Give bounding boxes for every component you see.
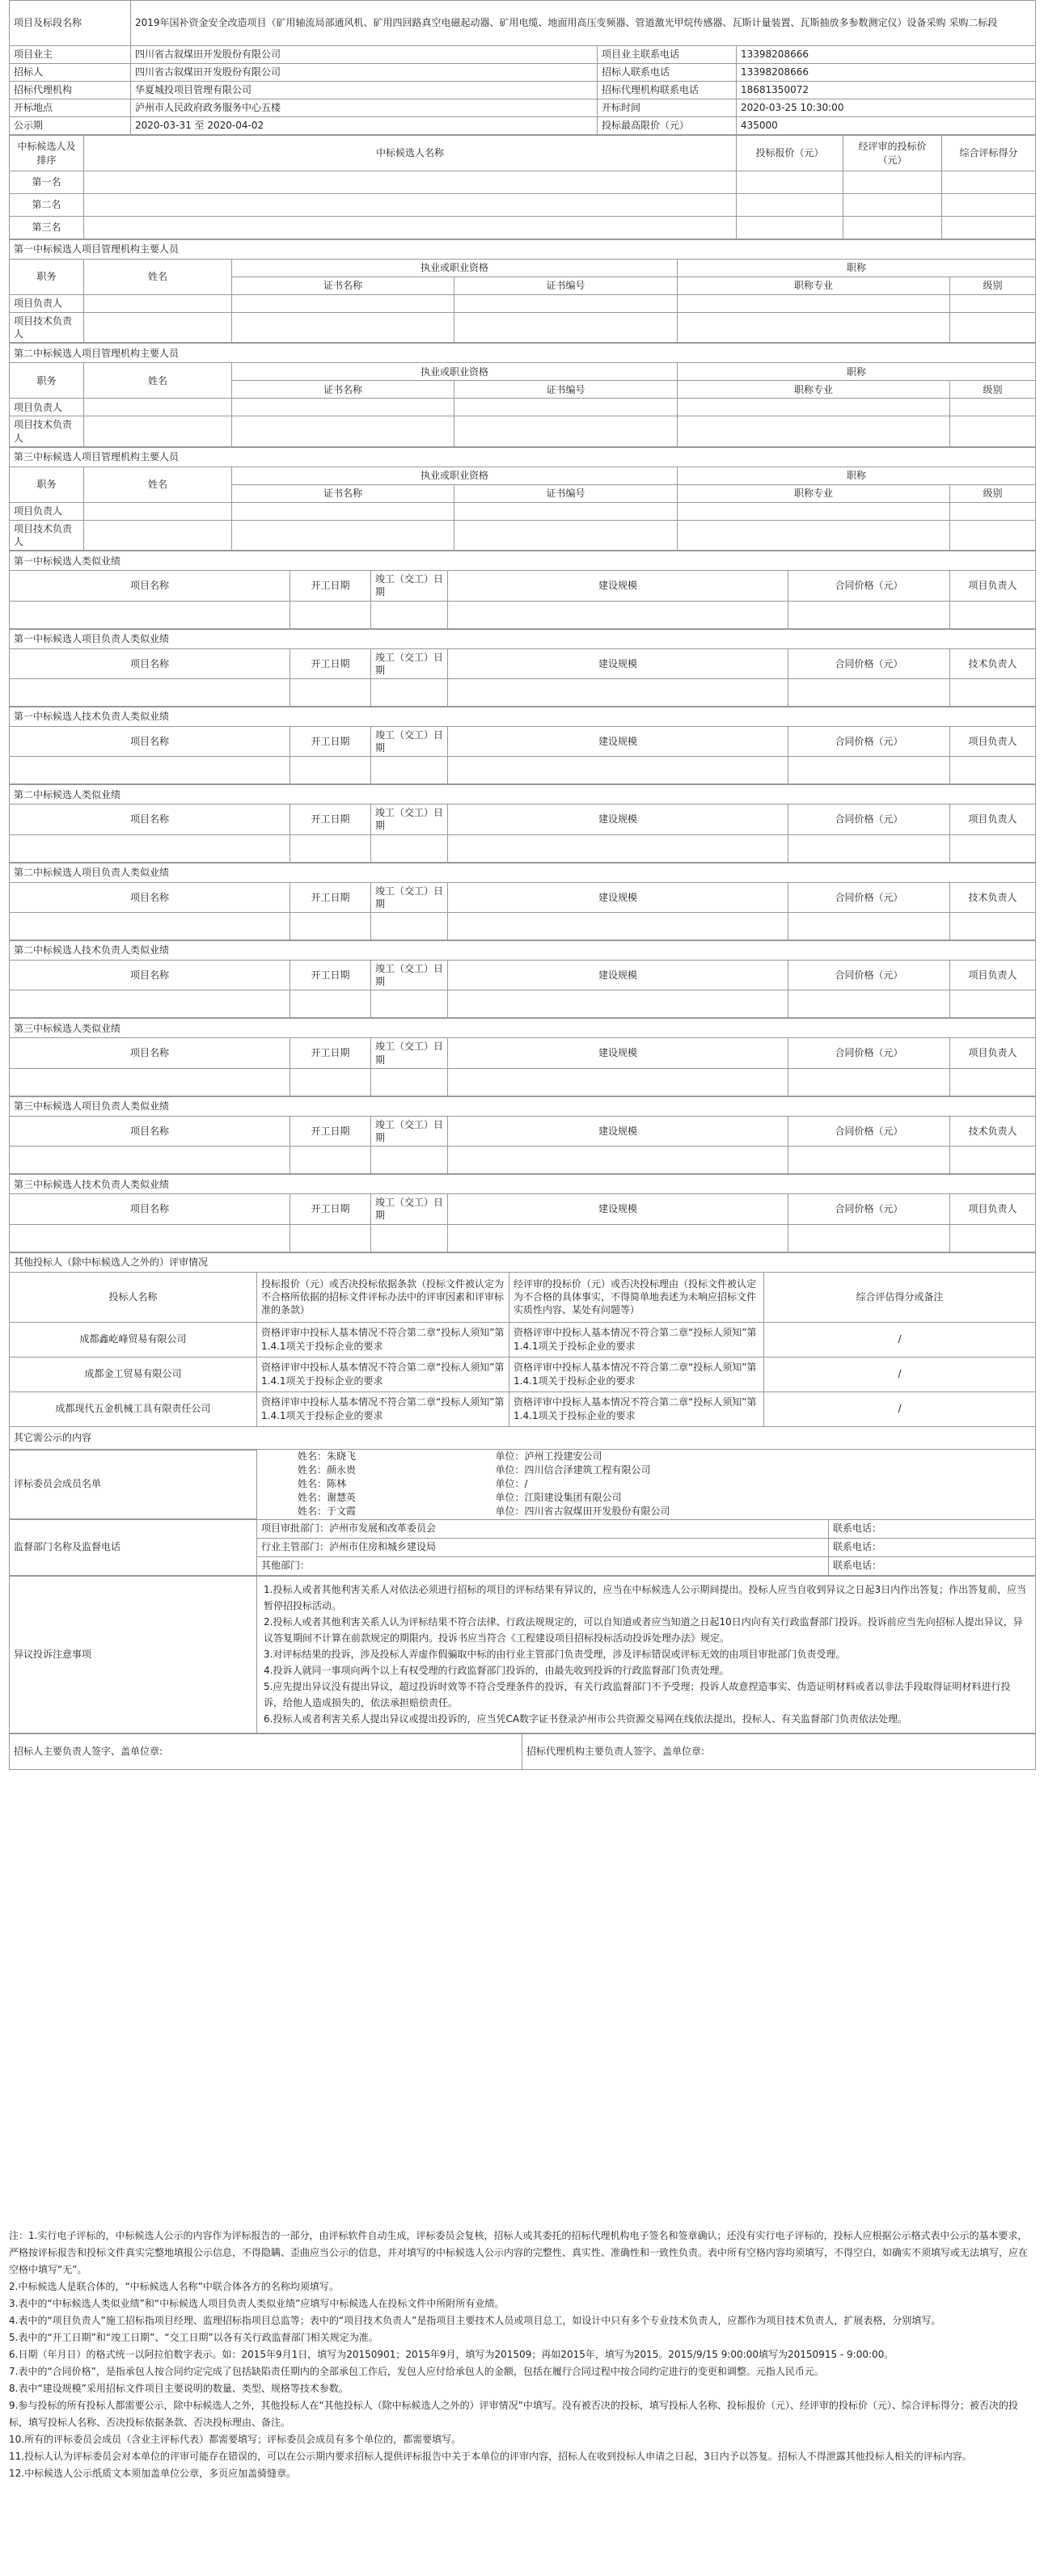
cand-rank-header: 中标候选人及排序 xyxy=(10,136,84,171)
tenderer-value: 四川省古叙煤田开发股份有限公司 xyxy=(131,64,598,82)
proj-name-header: 项目名称 xyxy=(10,804,290,834)
sub-header: 证书编号 xyxy=(454,484,678,502)
proj-name-header: 项目名称 xyxy=(10,648,290,678)
time-label: 开标时间 xyxy=(598,99,737,117)
personnel-table xyxy=(9,343,1036,446)
other-bidders-score-header: 综合评估得分或备注 xyxy=(764,1272,1036,1322)
notes xyxy=(9,2228,1035,2482)
qual-header: 执业或职业资格 xyxy=(232,467,678,484)
contract-header: 合同价格（元） xyxy=(788,1194,950,1224)
other-bidders-reason-header: 经评审的投标价（元）或否决投标理由（投标文件被认定为不合格的具体事实，不得简单地表述为未响应招标文件实质性内容、某处有问题等） xyxy=(509,1272,764,1322)
committee-member-name: 姓名：颜永贵 xyxy=(298,1464,357,1476)
responsible-header: 项目负责人 xyxy=(950,726,1036,756)
other-bidder-row xyxy=(10,1322,1036,1357)
job-header: 职务 xyxy=(10,260,84,295)
other-bidder-row xyxy=(10,1391,1036,1426)
supervision-table xyxy=(9,1519,1036,1576)
scale-header: 建设规模 xyxy=(448,571,788,601)
supervision-dept: 其他部门： xyxy=(257,1556,829,1575)
note-item: 2.中标候选人是联合体的，“中标候选人名称”中联合体各方的名称均须填写。 xyxy=(9,2281,339,2292)
note-item: 8.表中“建设规模”采用招标文件项目主要说明的数量、类型、规格等技术参数。 xyxy=(9,2383,349,2394)
contract-header: 合同价格（元） xyxy=(788,571,950,601)
title-header: 职称 xyxy=(678,260,1036,277)
sub-header: 证书编号 xyxy=(454,277,678,295)
responsible-header: 项目负责人 xyxy=(950,1194,1036,1224)
note-item: 9.参与投标的所有投标人都需要公示，除中标候选人之外，其他投标人在“其他投标人（除中标候选人之外的）评审情况”中填写。没有被否决的投标，填写投标人名称、投标报价（元）、经评审的投标价（元）、综合评标得分；被否决的投标，填写投标人名称、否决投标依据条款、否决投标理由、备注。 xyxy=(9,2400,1018,2428)
personnel-section-title: 第二中标候选人项目管理机构主要人员 xyxy=(10,344,1036,363)
agency-label: 招标代理机构 xyxy=(10,82,131,99)
contract-header: 合同价格（元） xyxy=(788,1038,950,1068)
sub-header: 职称专业 xyxy=(678,381,950,399)
sub-header: 职称专业 xyxy=(678,277,950,295)
responsible-header: 技术负责人 xyxy=(950,882,1036,912)
personnel-section-title: 第三中标候选人项目管理机构主要人员 xyxy=(10,447,1036,467)
objection-label: 异议投诉注意事项 xyxy=(10,1576,257,1733)
finish-header: 竣工（交工）日期 xyxy=(371,1038,448,1068)
objection-table xyxy=(9,1576,1036,1734)
start-header: 开工日期 xyxy=(290,804,371,834)
sub-header: 证书名称 xyxy=(232,381,454,399)
committee-member-name: 姓名：陈林 xyxy=(298,1478,347,1490)
performance-table xyxy=(9,1018,1036,1096)
cand-eval-price-header: 经评审的投标价（元） xyxy=(843,136,942,171)
candidate-table xyxy=(9,135,1036,239)
performance-section-title: 第一中标候选人项目负责人类似业绩 xyxy=(10,629,1036,648)
finish-header: 竣工（交工）日期 xyxy=(371,961,448,990)
proj-name-header: 项目名称 xyxy=(10,726,290,756)
job-header: 职务 xyxy=(10,363,84,399)
contract-header: 合同价格（元） xyxy=(788,1116,950,1146)
finish-header: 竣工（交工）日期 xyxy=(371,804,448,834)
scale-header: 建设规模 xyxy=(448,726,788,756)
sub-header: 级别 xyxy=(950,277,1036,295)
name-header: 姓名 xyxy=(84,467,232,502)
place-value: 泸州市人民政府政务服务中心五楼 xyxy=(131,99,598,117)
personnel-table xyxy=(9,447,1036,551)
proj-name-header: 项目名称 xyxy=(10,1038,290,1068)
objection-content xyxy=(257,1576,1036,1733)
supervision-phone: 联系电话： xyxy=(829,1556,1036,1575)
responsible-header: 技术负责人 xyxy=(950,1116,1036,1146)
role-label: 项目负责人 xyxy=(10,399,84,416)
start-header: 开工日期 xyxy=(290,961,371,990)
other-bidder-basis: 资格评审中投标人基本情况不符合第二章“投标人须知”第1.4.1项关于投标企业的要求 xyxy=(257,1322,509,1357)
personnel-section-title: 第一中标候选人项目管理机构主要人员 xyxy=(10,240,1036,260)
contract-header: 合同价格（元） xyxy=(788,648,950,678)
name-header: 姓名 xyxy=(84,363,232,399)
performance-table xyxy=(9,1096,1036,1174)
performance-sections xyxy=(0,551,1044,1252)
finish-header: 竣工（交工）日期 xyxy=(371,882,448,912)
agency-signature: 招标代理机构主要负责人签字、盖单位章: xyxy=(522,1734,1036,1769)
note-item: 7.表中的“合同价格”，是指承包人按合同约定完成了包括缺陷责任期内的全部承包工作后，发包人应付给承包人的金额，包括在履行合同过程中按合同约定进行的变更和调整。元指人民币元。 xyxy=(9,2366,824,2377)
note-item: 6.日期（年月日）的格式统一以阿拉伯数字表示。如：2015年9月1日，填写为20150901；2015年9月，填写为201509；再如2015年，填写为2015。2015/9/15 9:00:00填写为20150915 - 9:00:00。 xyxy=(9,2349,894,2360)
proj-name-header: 项目名称 xyxy=(10,882,290,912)
other-bidders-basis-header: 投标报价（元）或否决投标依据条款（投标文件被认定为不合格所依据的招标文件评标办法中的评审因素和评审标准的条款） xyxy=(257,1272,509,1322)
other-bidder-name: 成都现代五金机械工具有限责任公司 xyxy=(10,1391,257,1426)
performance-table xyxy=(9,629,1036,707)
supervision-label: 监督部门名称及监督电话 xyxy=(10,1519,257,1575)
place-label: 开标地点 xyxy=(10,99,131,117)
objection-item: 3.对评标结果的投诉，涉及投标人弄虚作假骗取中标的由行业主管部门负责受理，涉及评标错误或评标无效的由项目审批部门负责受理。 xyxy=(264,1649,846,1660)
tenderer-label: 招标人 xyxy=(10,64,131,82)
other-bidder-basis: 资格评审中投标人基本情况不符合第二章“投标人须知”第1.4.1项关于投标企业的要求 xyxy=(257,1357,509,1391)
performance-section-title: 第二中标候选人技术负责人类似业绩 xyxy=(10,941,1036,961)
proj-name-header: 项目名称 xyxy=(10,1116,290,1146)
agency-phone-value: 18681350072 xyxy=(737,82,1036,99)
contract-header: 合同价格（元） xyxy=(788,726,950,756)
cand-rank-3: 第三名 xyxy=(10,217,84,239)
owner-label: 项目业主 xyxy=(10,46,131,64)
performance-table xyxy=(9,551,1036,628)
responsible-header: 项目负责人 xyxy=(950,571,1036,601)
owner-phone-label: 项目业主联系电话 xyxy=(598,46,737,64)
committee-member-unit: 单位：/ xyxy=(492,1477,1036,1491)
other-bidder-row xyxy=(10,1357,1036,1391)
project-info-table xyxy=(9,0,1036,135)
note-item: 10.所有的评标委员会成员（含业主评标代表）都需要填写；评标委员会成员有多个单位的，都需要填写。 xyxy=(9,2434,462,2445)
committee-member-name: 姓名：朱晓飞 xyxy=(298,1451,357,1463)
performance-section-title: 第一中标候选人技术负责人类似业绩 xyxy=(10,707,1036,726)
owner-value: 四川省古叙煤田开发股份有限公司 xyxy=(131,46,598,64)
finish-header: 竣工（交工）日期 xyxy=(371,726,448,756)
other-bidders-title: 其他投标人（除中标候选人之外的）评审情况 xyxy=(10,1252,1036,1272)
sub-header: 职称专业 xyxy=(678,484,950,502)
role-label: 项目技术负责人 xyxy=(10,313,84,343)
role-label: 项目负责人 xyxy=(10,502,84,520)
responsible-header: 技术负责人 xyxy=(950,648,1036,678)
proj-name-header: 项目名称 xyxy=(10,1194,290,1224)
other-bidder-score: / xyxy=(764,1322,1036,1357)
other-bidder-reason: 资格评审中投标人基本情况不符合第二章“投标人须知”第1.4.1项关于投标企业的要求 xyxy=(509,1357,764,1391)
proj-name-header: 项目名称 xyxy=(10,961,290,990)
role-label: 项目负责人 xyxy=(10,295,84,313)
committee-member-unit: 单位：四川信合泽建筑工程有限公司 xyxy=(492,1463,1036,1477)
cand-name-header: 中标候选人名称 xyxy=(84,136,737,171)
note-item: 11.投标人认为评标委员会对本单位的评审可能存在错误的，可以在公示期内要求招标人提供评标报告中关于本单位的评审内容，招标人在收到投标人申请之日起，3日内予以答复。招标人不得泄露其他投标人相关的评标内容。 xyxy=(9,2451,972,2462)
supervision-dept: 项目审批部门：泸州市发展和改革委员会 xyxy=(257,1519,829,1538)
sub-header: 证书名称 xyxy=(232,484,454,502)
cand-rank-1: 第一名 xyxy=(10,171,84,194)
other-bidder-name: 成都鑫屹峰贸易有限公司 xyxy=(10,1322,257,1357)
start-header: 开工日期 xyxy=(290,571,371,601)
sub-header: 级别 xyxy=(950,381,1036,399)
objection-item: 2.投标人或者其他利害关系人认为评标结果不符合法律、行政法规规定的，可以自知道或者应当知道之日起10日内向有关行政监督部门投诉。投诉前应当先向招标人提出异议，异议答复期间不计算在前款规定的期限内。投诉书应当符合《工程建设项目招标投标活动投诉处理办法》规定。 xyxy=(264,1616,1023,1644)
qual-header: 执业或职业资格 xyxy=(232,260,678,277)
note-item: 3.表中的“中标候选人类似业绩”和“中标候选人项目负责人类似业绩”应填写中标候选人在投标文件中所附所有业绩。 xyxy=(9,2298,505,2309)
committee-member-unit: 单位：四川省古叙煤田开发股份有限公司 xyxy=(492,1505,1036,1518)
other-bidder-name: 成都金工贸易有限公司 xyxy=(10,1357,257,1391)
performance-section-title: 第三中标候选人技术负责人类似业绩 xyxy=(10,1175,1036,1194)
scale-header: 建设规模 xyxy=(448,804,788,834)
title-header: 职称 xyxy=(678,467,1036,484)
cand-rank-2: 第二名 xyxy=(10,194,84,217)
scale-header: 建设规模 xyxy=(448,648,788,678)
performance-section-title: 第一中标候选人类似业绩 xyxy=(10,551,1036,571)
owner-phone-value: 13398208666 xyxy=(737,46,1036,64)
supervision-phone: 联系电话： xyxy=(829,1538,1036,1556)
other-bidders-table xyxy=(9,1252,1036,1450)
other-content-label: 其它需公示的内容 xyxy=(10,1426,1036,1449)
signature-table xyxy=(9,1734,1036,1770)
proj-name-header: 项目名称 xyxy=(10,571,290,601)
scale-header: 建设规模 xyxy=(448,882,788,912)
personnel-sections xyxy=(0,239,1044,551)
role-label: 项目技术负责人 xyxy=(10,416,84,446)
supervision-row xyxy=(10,1519,1036,1538)
performance-section-title: 第三中标候选人项目负责人类似业绩 xyxy=(10,1096,1036,1116)
start-header: 开工日期 xyxy=(290,1038,371,1068)
committee-label: 评标委员会成员名单 xyxy=(10,1450,257,1518)
responsible-header: 项目负责人 xyxy=(950,1038,1036,1068)
committee-member-name: 姓名：谢慧英 xyxy=(298,1492,357,1504)
performance-section-title: 第二中标候选人项目负责人类似业绩 xyxy=(10,863,1036,882)
committee-member-unit: 单位：江阳建设集团有限公司 xyxy=(492,1491,1036,1505)
start-header: 开工日期 xyxy=(290,882,371,912)
committee-table xyxy=(9,1450,1036,1519)
sub-header: 级别 xyxy=(950,484,1036,502)
cand-score-header: 综合评标得分 xyxy=(942,136,1036,171)
scale-header: 建设规模 xyxy=(448,961,788,990)
other-bidder-reason: 资格评审中投标人基本情况不符合第二章“投标人须知”第1.4.1项关于投标企业的要求 xyxy=(509,1391,764,1426)
project-name: 2019年国补资金安全改造项目（矿用轴流局部通风机、矿用四回路真空电磁起动器、矿用电缆、地面用高压变频器、管道激光甲烷传感器、瓦斯计量装置、瓦斯抽放多参数测定仪）设备采购 采购二标段 xyxy=(131,1,1036,46)
personnel-table xyxy=(9,239,1036,343)
supervision-phone: 联系电话： xyxy=(829,1519,1036,1538)
agency-value: 华夏城投项目管理有限公司 xyxy=(131,82,598,99)
note-item: 5.表中的“开工日期”和“竣工日期”、“交工日期”以各有关行政监督部门相关规定为准。 xyxy=(9,2332,378,2343)
start-header: 开工日期 xyxy=(290,726,371,756)
other-bidder-basis: 资格评审中投标人基本情况不符合第二章“投标人须知”第1.4.1项关于投标企业的要求 xyxy=(257,1391,509,1426)
tenderer-phone-label: 招标人联系电话 xyxy=(598,64,737,82)
finish-header: 竣工（交工）日期 xyxy=(371,571,448,601)
note-item: 注：1.实行电子评标的，中标候选人公示的内容作为评标报告的一部分，由评标软件自动生成，评标委员会复核，招标人或其委托的招标代理机构电子签名和签章确认；还没有实行电子评标的，投标人应根据公示格式表中公示的基本要求，严格按评标报告和投标文件真实完整地填报公示信息，不得隐瞒、歪曲应当公示的信息，并对填写的中标候选人公示内容的完整性、真实性、准确性和一致性负责。表中所有空格内容均须填写，不得空白，如确实不须填写或无法填写，应在空格中填写“无”。 xyxy=(9,2230,1029,2275)
tenderer-phone-value: 13398208666 xyxy=(737,64,1036,82)
committee-member-unit: 单位：泸州工投建安公司 xyxy=(492,1450,1036,1463)
role-label: 项目技术负责人 xyxy=(10,520,84,550)
tenderer-signature: 招标人主要负责人签字、盖单位章: xyxy=(10,1734,522,1769)
performance-table xyxy=(9,940,1036,1018)
cand-price-header: 投标报价（元） xyxy=(737,136,843,171)
start-header: 开工日期 xyxy=(290,648,371,678)
supervision-dept: 行业主管部门：泸州市住房和城乡建设局 xyxy=(257,1538,829,1556)
objection-item: 1.投标人或者其他利害关系人对依法必须进行招标的项目的评标结果有异议的，应当在中标候选人公示期间提出。投标人应当自收到异议之日起3日内作出答复；作出答复前，应当暂停招投标活动。 xyxy=(264,1584,1027,1611)
contract-header: 合同价格（元） xyxy=(788,882,950,912)
finish-header: 竣工（交工）日期 xyxy=(371,1194,448,1224)
qual-header: 执业或职业资格 xyxy=(232,363,678,381)
max-price-label: 投标最高限价（元） xyxy=(598,117,737,135)
project-label: 项目及标段名称 xyxy=(10,1,131,46)
performance-table xyxy=(9,1174,1036,1252)
other-bidder-score: / xyxy=(764,1357,1036,1391)
note-item: 12.中标候选人公示纸质文本须加盖单位公章，多页应加盖骑缝章。 xyxy=(9,2468,297,2479)
period-value: 2020-03-31 至 2020-04-02 xyxy=(131,117,598,135)
objection-item: 6.投标人或者利害关系人提出异议或提出投诉的，应当凭CA数字证书登录泸州市公共资源交易网在线依法提出，投标人、有关监督部门负责依法处理。 xyxy=(264,1713,908,1725)
note-item: 4.表中的“项目负责人”施工招标指项目经理、监理招标指项目总监等；表中的“项目技术负责人”是指项目主要技术人员或项目总工，如设计中只有多个专业技术负责人，应都作为项目技术负责人，扩展表格，分别填写。 xyxy=(9,2315,941,2326)
start-header: 开工日期 xyxy=(290,1116,371,1146)
agency-phone-label: 招标代理机构联系电话 xyxy=(598,82,737,99)
performance-table xyxy=(9,784,1036,862)
contract-header: 合同价格（元） xyxy=(788,961,950,990)
other-bidder-reason: 资格评审中投标人基本情况不符合第二章“投标人须知”第1.4.1项关于投标企业的要求 xyxy=(509,1322,764,1357)
contract-header: 合同价格（元） xyxy=(788,804,950,834)
finish-header: 竣工（交工）日期 xyxy=(371,648,448,678)
sub-header: 证书编号 xyxy=(454,381,678,399)
start-header: 开工日期 xyxy=(290,1194,371,1224)
other-bidders-name-header: 投标人名称 xyxy=(10,1272,257,1322)
job-header: 职务 xyxy=(10,467,84,502)
performance-section-title: 第三中标候选人类似业绩 xyxy=(10,1019,1036,1038)
performance-table xyxy=(9,863,1036,940)
performance-section-title: 第二中标候选人类似业绩 xyxy=(10,785,1036,804)
scale-header: 建设规模 xyxy=(448,1038,788,1068)
objection-item: 5.应先提出异议没有提出异议，超过投诉时效等不符合受理条件的投诉，有关行政监督部门不予受理；投诉人故意捏造事实、伪造证明材料或者以非法手段取得证明材料进行投诉，给他人造成损失的，依法承担赔偿责任。 xyxy=(264,1681,1011,1708)
objection-item: 4.投诉人就同一事项向两个以上有权受理的行政监督部门投诉的，由最先收到投诉的行政监督部门负责处理。 xyxy=(264,1665,729,1676)
other-bidder-score: / xyxy=(764,1391,1036,1426)
finish-header: 竣工（交工）日期 xyxy=(371,1116,448,1146)
scale-header: 建设规模 xyxy=(448,1116,788,1146)
performance-table xyxy=(9,707,1036,784)
period-label: 公示期 xyxy=(10,117,131,135)
name-header: 姓名 xyxy=(84,260,232,295)
title-header: 职称 xyxy=(678,363,1036,381)
committee-member-name: 姓名：于文霞 xyxy=(298,1505,357,1518)
responsible-header: 项目负责人 xyxy=(950,961,1036,990)
committee-row xyxy=(10,1450,1036,1463)
responsible-header: 项目负责人 xyxy=(950,804,1036,834)
max-price-value: 435000 xyxy=(737,117,1036,135)
sub-header: 证书名称 xyxy=(232,277,454,295)
scale-header: 建设规模 xyxy=(448,1194,788,1224)
time-value: 2020-03-25 10:30:00 xyxy=(737,99,1036,117)
